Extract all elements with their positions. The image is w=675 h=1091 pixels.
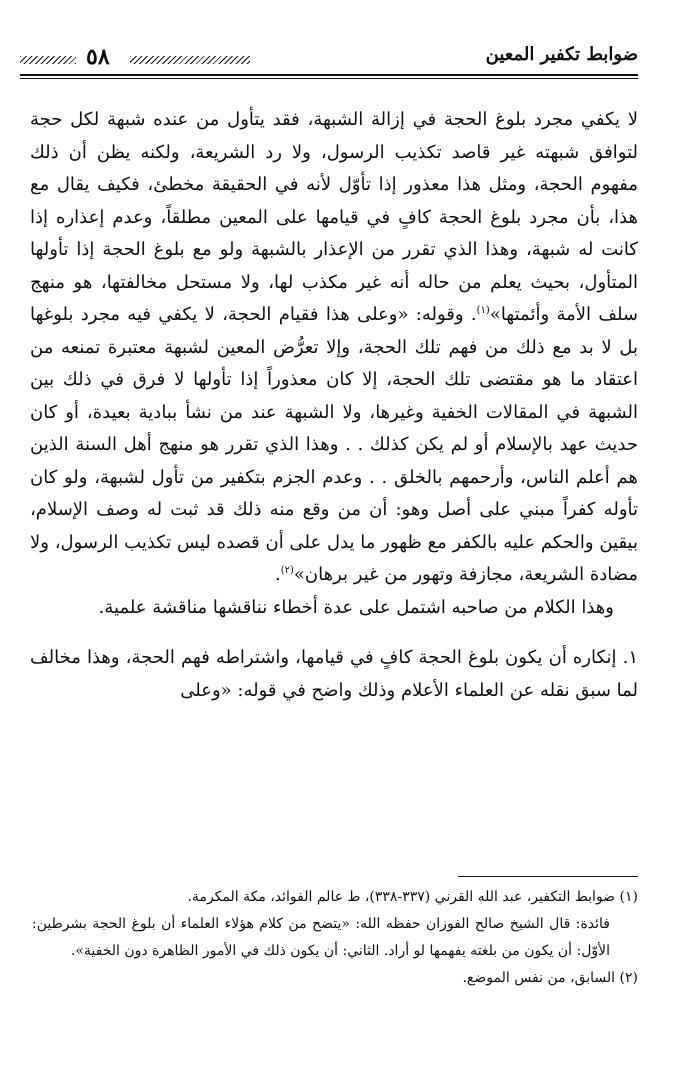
paragraph-quote-continued: . وقوله: «وعلى هذا فقيام الحجة، لا يكفي فيه مجرد بلوغها بل لا بد مع ذلك من فهم تلك الحجة، وإلا تعرُّض المعين لشبهة معتبرة تمنعه من اعتقاد ما هو مقتضى تلك الحجة، إلا كان معذوراً إذا تأولها لا فرق في ذلك بين الشبهة في المقالات الخفية وغيرها، ولا الشبهة عند من نشأ ببادية بعيدة، أو كان حديث عهد بالإسلام أو لم يكن كذلك . . وهذا الذي تقرر هو منهج أهل السنة الذين هم أعلم الناس، وأرحمهم بالخلق . . وعدم الجزم بتكفير من تأول لشبهة، ولو كان تأوله كفراً مبني على أصل وهو: أن من وقع منه ذلك قد ثبت له وصف الإسلام، بيقين والحكم عليه بالكفر مع ظهور ما يدل على أن قصده ليس تكذيب الرسول، ولا مضادة الشريعة، مجازفة وتهور من غير برهان» <box>30 304 639 585</box>
footnote-2 <box>32 965 638 992</box>
body-text <box>30 104 638 707</box>
footnotes <box>32 884 638 992</box>
header-rule-thin <box>20 78 638 79</box>
footnote-ref-1: (١) <box>476 305 490 316</box>
footnote-1 <box>32 884 638 911</box>
footnote-ref-2: (٢) <box>280 565 294 576</box>
footnote-1-text: ضوابط التكفير، عبد الله القرني (٣٣٧-٣٣٨)، ط عالم الفوائد، مكة المكرمة. <box>187 889 616 905</box>
list-item-number: ١. <box>622 647 638 668</box>
header-title: ضوابط تكفير المعين <box>485 44 638 65</box>
footnote-1-number: (١) <box>619 889 638 905</box>
footnote-2-number: (٢) <box>619 970 638 986</box>
paragraph-quote-end: . <box>274 564 281 585</box>
list-item <box>30 642 638 707</box>
paragraph-intro: وهذا الكلام من صاحبه اشتمل على عدة أخطاء نناقشها مناقشة علمية. <box>98 596 614 618</box>
header-ornament <box>130 56 250 64</box>
list-item-text: إنكاره أن يكون بلوغ الحجة كافٍ في قيامها، واشتراطه فهم الحجة، وهذا مخالف لما سبق نقله عن العلماء الأعلام وذلك واضح في قوله: «وعلى <box>30 647 638 701</box>
footnote-2-text: السابق، من نفس الموضع. <box>462 970 616 986</box>
running-header <box>20 44 638 80</box>
header-rule <box>20 74 638 76</box>
header-ornament-left <box>20 56 76 64</box>
paragraph-quote-text: لا يكفي مجرد بلوغ الحجة في إزالة الشبهة، فقد يتأول من عنده شبهة لكل حجة لتوافق شبهته غير قاصد تكذيب الرسول، ولا رد الشريعة، ولكنه يظن أن ذلك مفهوم الحجة، ومثل هذا معذور إذا تأوّل لأنه في الحقيقة مخطئ، فكيف يقال مع هذا، بأن مجرد بلوغ الحجة كافٍ في قيامها على المعين مطلقاً، وعدم إعذاره إذا كانت له شبهة، وهذا الذي تقرر من الإعذار بالشبهة ولو مع بلوغ الحجة إذا تأولها المتأول، بحيث يعلم من حاله أنه غير مكذب لها، ولا مستحل مخالفتها، هو منهج سلف الأمة وأئمتها» <box>30 109 639 325</box>
page-number: ٥٨ <box>86 44 110 70</box>
paragraph-quote <box>30 104 638 592</box>
footnote-divider <box>458 876 638 877</box>
footnote-1-note: فائدة: قال الشيخ صالح الفوزان حفظه الله: «يتضح من كلام هؤلاء العلماء أن بلوغ الحجة بشرطين: الأوّل: أن يكون من بلغته يفهمها لو أراد. الثاني: أن يكون ذلك في الأمور الظاهرة دون الخفية». <box>32 916 610 959</box>
